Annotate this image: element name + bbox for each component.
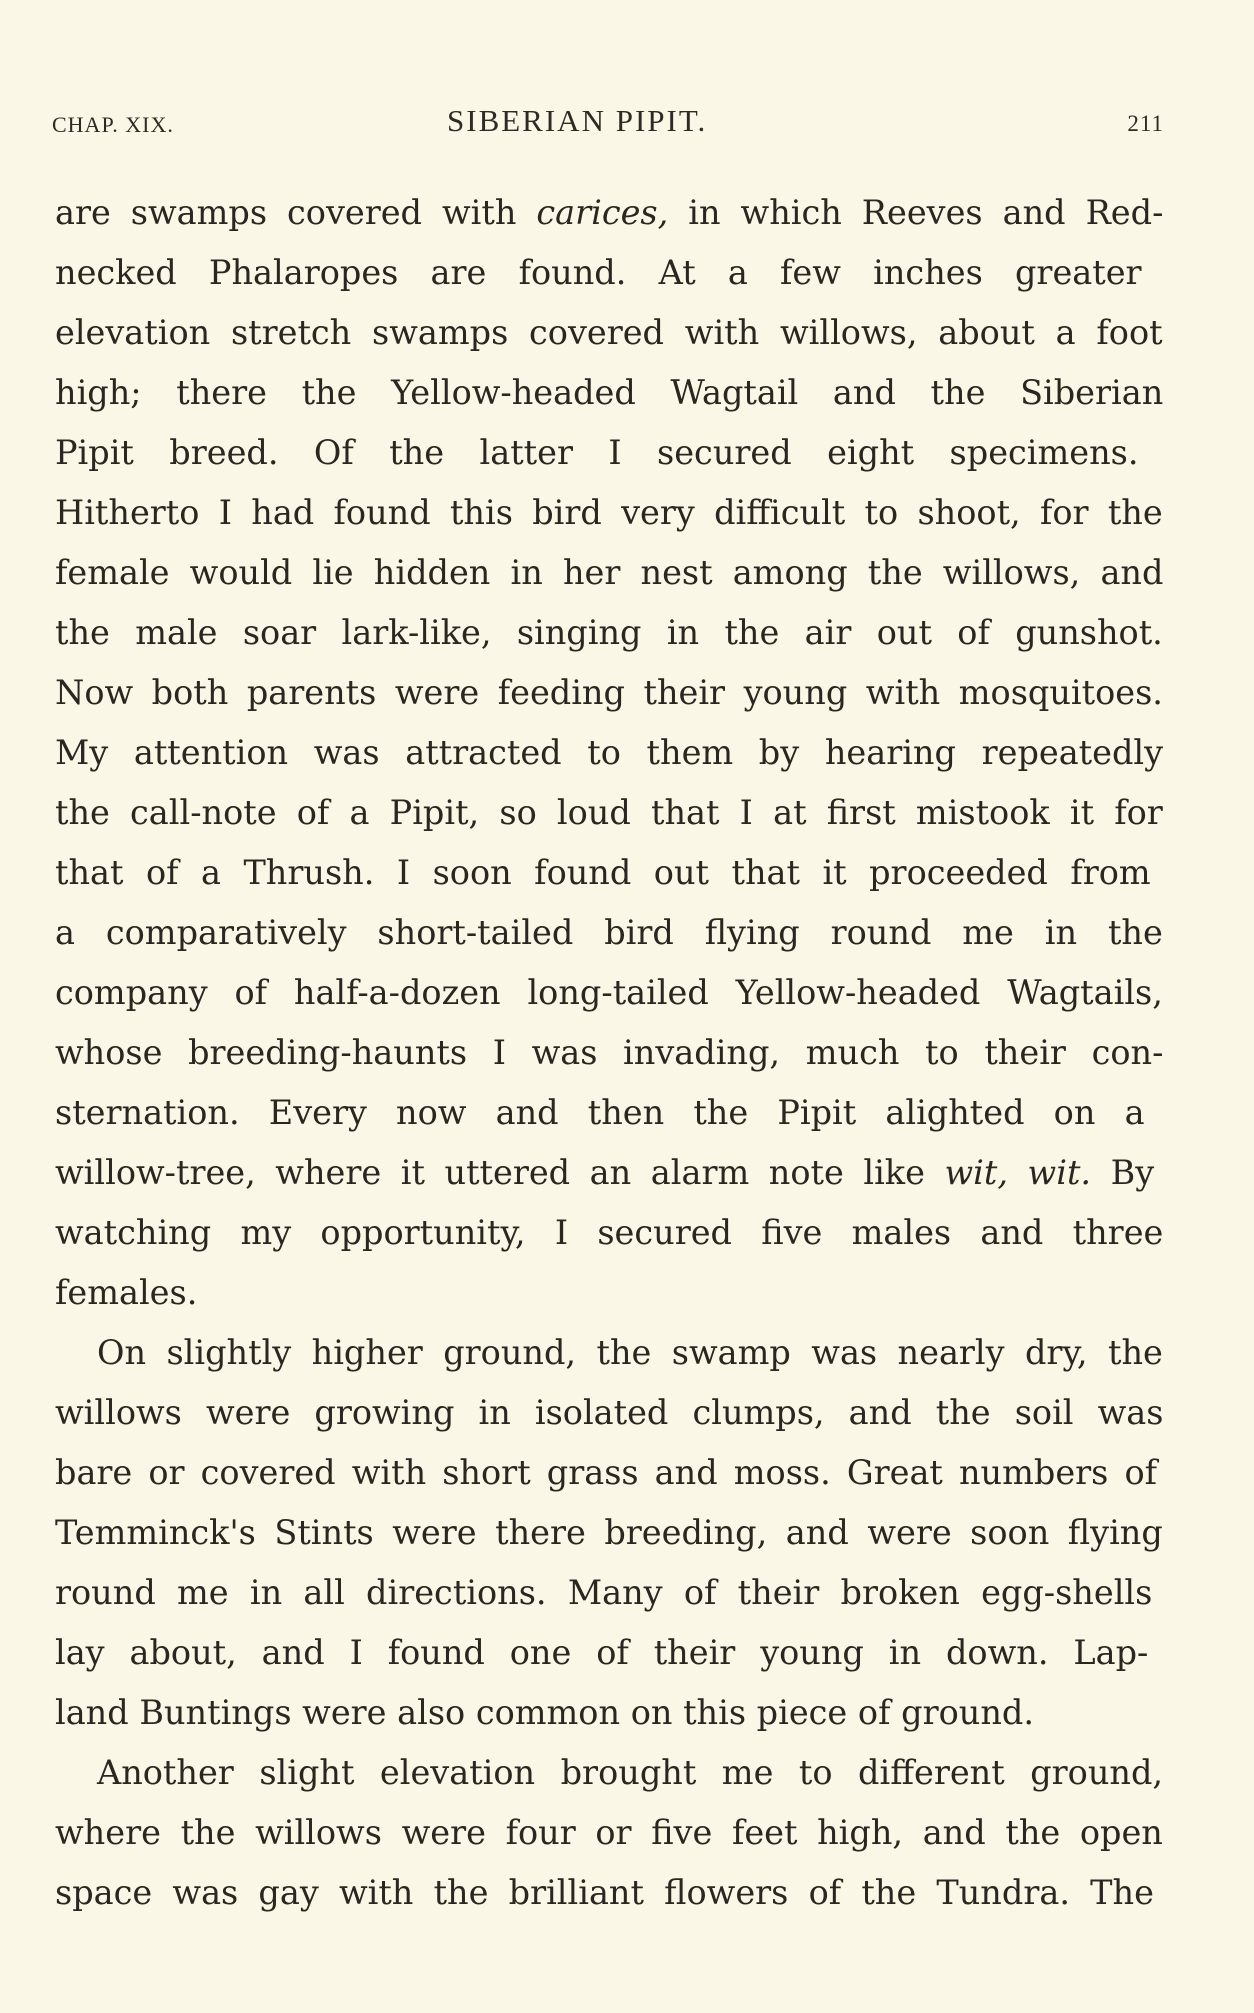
text-line: [55, 363, 1163, 423]
text-line: [55, 423, 1163, 483]
text-line: [55, 963, 1163, 1023]
text-segment: a comparatively short-tailed bird flying round me in the: [55, 913, 1163, 952]
text-line: [55, 1323, 1163, 1383]
text-line: [55, 1083, 1163, 1143]
text-line: [55, 183, 1163, 243]
text-segment: round me in all directions. Many of their broken egg-shells: [55, 1573, 1153, 1612]
text-segment: in which Reeves and Red-: [668, 193, 1164, 232]
text-segment: Hitherto I had found this bird very difficult to shoot, for the: [55, 493, 1163, 532]
text-line: [55, 1263, 1163, 1323]
running-title: SIBERIAN PIPIT.: [447, 103, 708, 138]
text-segment: Now both parents were feeding their young with mosquitoes.: [55, 673, 1163, 712]
text-line: [55, 1623, 1163, 1683]
running-header: [52, 100, 1164, 140]
text-segment: female would lie hidden in her nest among the willows, and: [55, 553, 1164, 592]
text-segment: elevation stretch swamps covered with willows, about a foot: [55, 313, 1163, 352]
text-line: [55, 243, 1163, 303]
text-segment: company of half-a-dozen long-tailed Yellow-headed Wagtails,: [55, 973, 1163, 1012]
text-line: [55, 1563, 1163, 1623]
text-line: [55, 1803, 1163, 1863]
text-line: [55, 303, 1163, 363]
text-segment: sternation. Every now and then the Pipit alighted on a: [55, 1093, 1145, 1132]
body-text: [55, 183, 1163, 1923]
text-line: [55, 1443, 1163, 1503]
text-segment: the call-note of a Pipit, so loud that I at first mistook it for: [55, 793, 1163, 832]
text-segment: Another slight elevation brought me to different ground,: [97, 1753, 1164, 1792]
text-segment: space was gay with the brilliant flowers of the Tundra. The: [55, 1873, 1154, 1912]
text-segment: watching my opportunity, I secured five males and three: [55, 1213, 1164, 1252]
text-segment: My attention was attracted to them by hearing repeatedly: [55, 733, 1164, 772]
italic-text: carices,: [536, 193, 669, 232]
text-segment: On slightly higher ground, the swamp was nearly dry, the: [97, 1333, 1163, 1372]
text-line: [55, 663, 1163, 723]
text-segment: willow-tree, where it uttered an alarm note like: [55, 1153, 945, 1192]
text-line: [55, 1143, 1163, 1203]
text-segment: land Buntings were also common on this piece of ground.: [55, 1693, 1034, 1732]
text-line: [55, 1383, 1163, 1443]
text-segment: whose breeding-haunts I was invading, much to their con-: [55, 1033, 1164, 1072]
text-segment: where the willows were four or five feet high, and the open: [55, 1813, 1163, 1852]
text-line: [55, 783, 1163, 843]
text-line: [55, 843, 1163, 903]
text-segment: willows were growing in isolated clumps, and the soil was: [55, 1393, 1164, 1432]
text-segment: Temminck's Stints were there breeding, and were soon flying: [55, 1513, 1163, 1552]
text-segment: By: [1091, 1153, 1155, 1192]
text-segment: are swamps covered with: [55, 193, 537, 232]
text-line: [55, 1503, 1163, 1563]
text-segment: necked Phalaropes are found. At a few inches greater: [55, 253, 1142, 292]
text-line: [55, 903, 1163, 963]
chapter-label: CHAP. XIX.: [52, 112, 174, 137]
text-line: [55, 1743, 1163, 1803]
text-line: [55, 483, 1163, 543]
text-segment: lay about, and I found one of their young in down. Lap-: [55, 1633, 1149, 1672]
text-line: [55, 543, 1163, 603]
text-segment: that of a Thrush. I soon found out that it proceeded from: [55, 853, 1151, 892]
italic-text: wit, wit.: [944, 1153, 1092, 1192]
text-line: [55, 1023, 1163, 1083]
page-number: 211: [1127, 111, 1164, 136]
text-line: [55, 1683, 1163, 1743]
text-line: [55, 1863, 1163, 1923]
text-segment: bare or covered with short grass and moss. Great numbers of: [55, 1453, 1158, 1492]
text-line: [55, 723, 1163, 783]
text-line: [55, 1203, 1163, 1263]
text-segment: high; there the Yellow-headed Wagtail and the Siberian: [55, 373, 1164, 412]
text-segment: Pipit breed. Of the latter I secured eight specimens.: [55, 433, 1139, 472]
text-segment: the male soar lark-like, singing in the air out of gunshot.: [55, 613, 1163, 652]
text-line: [55, 603, 1163, 663]
text-segment: females.: [55, 1273, 198, 1312]
